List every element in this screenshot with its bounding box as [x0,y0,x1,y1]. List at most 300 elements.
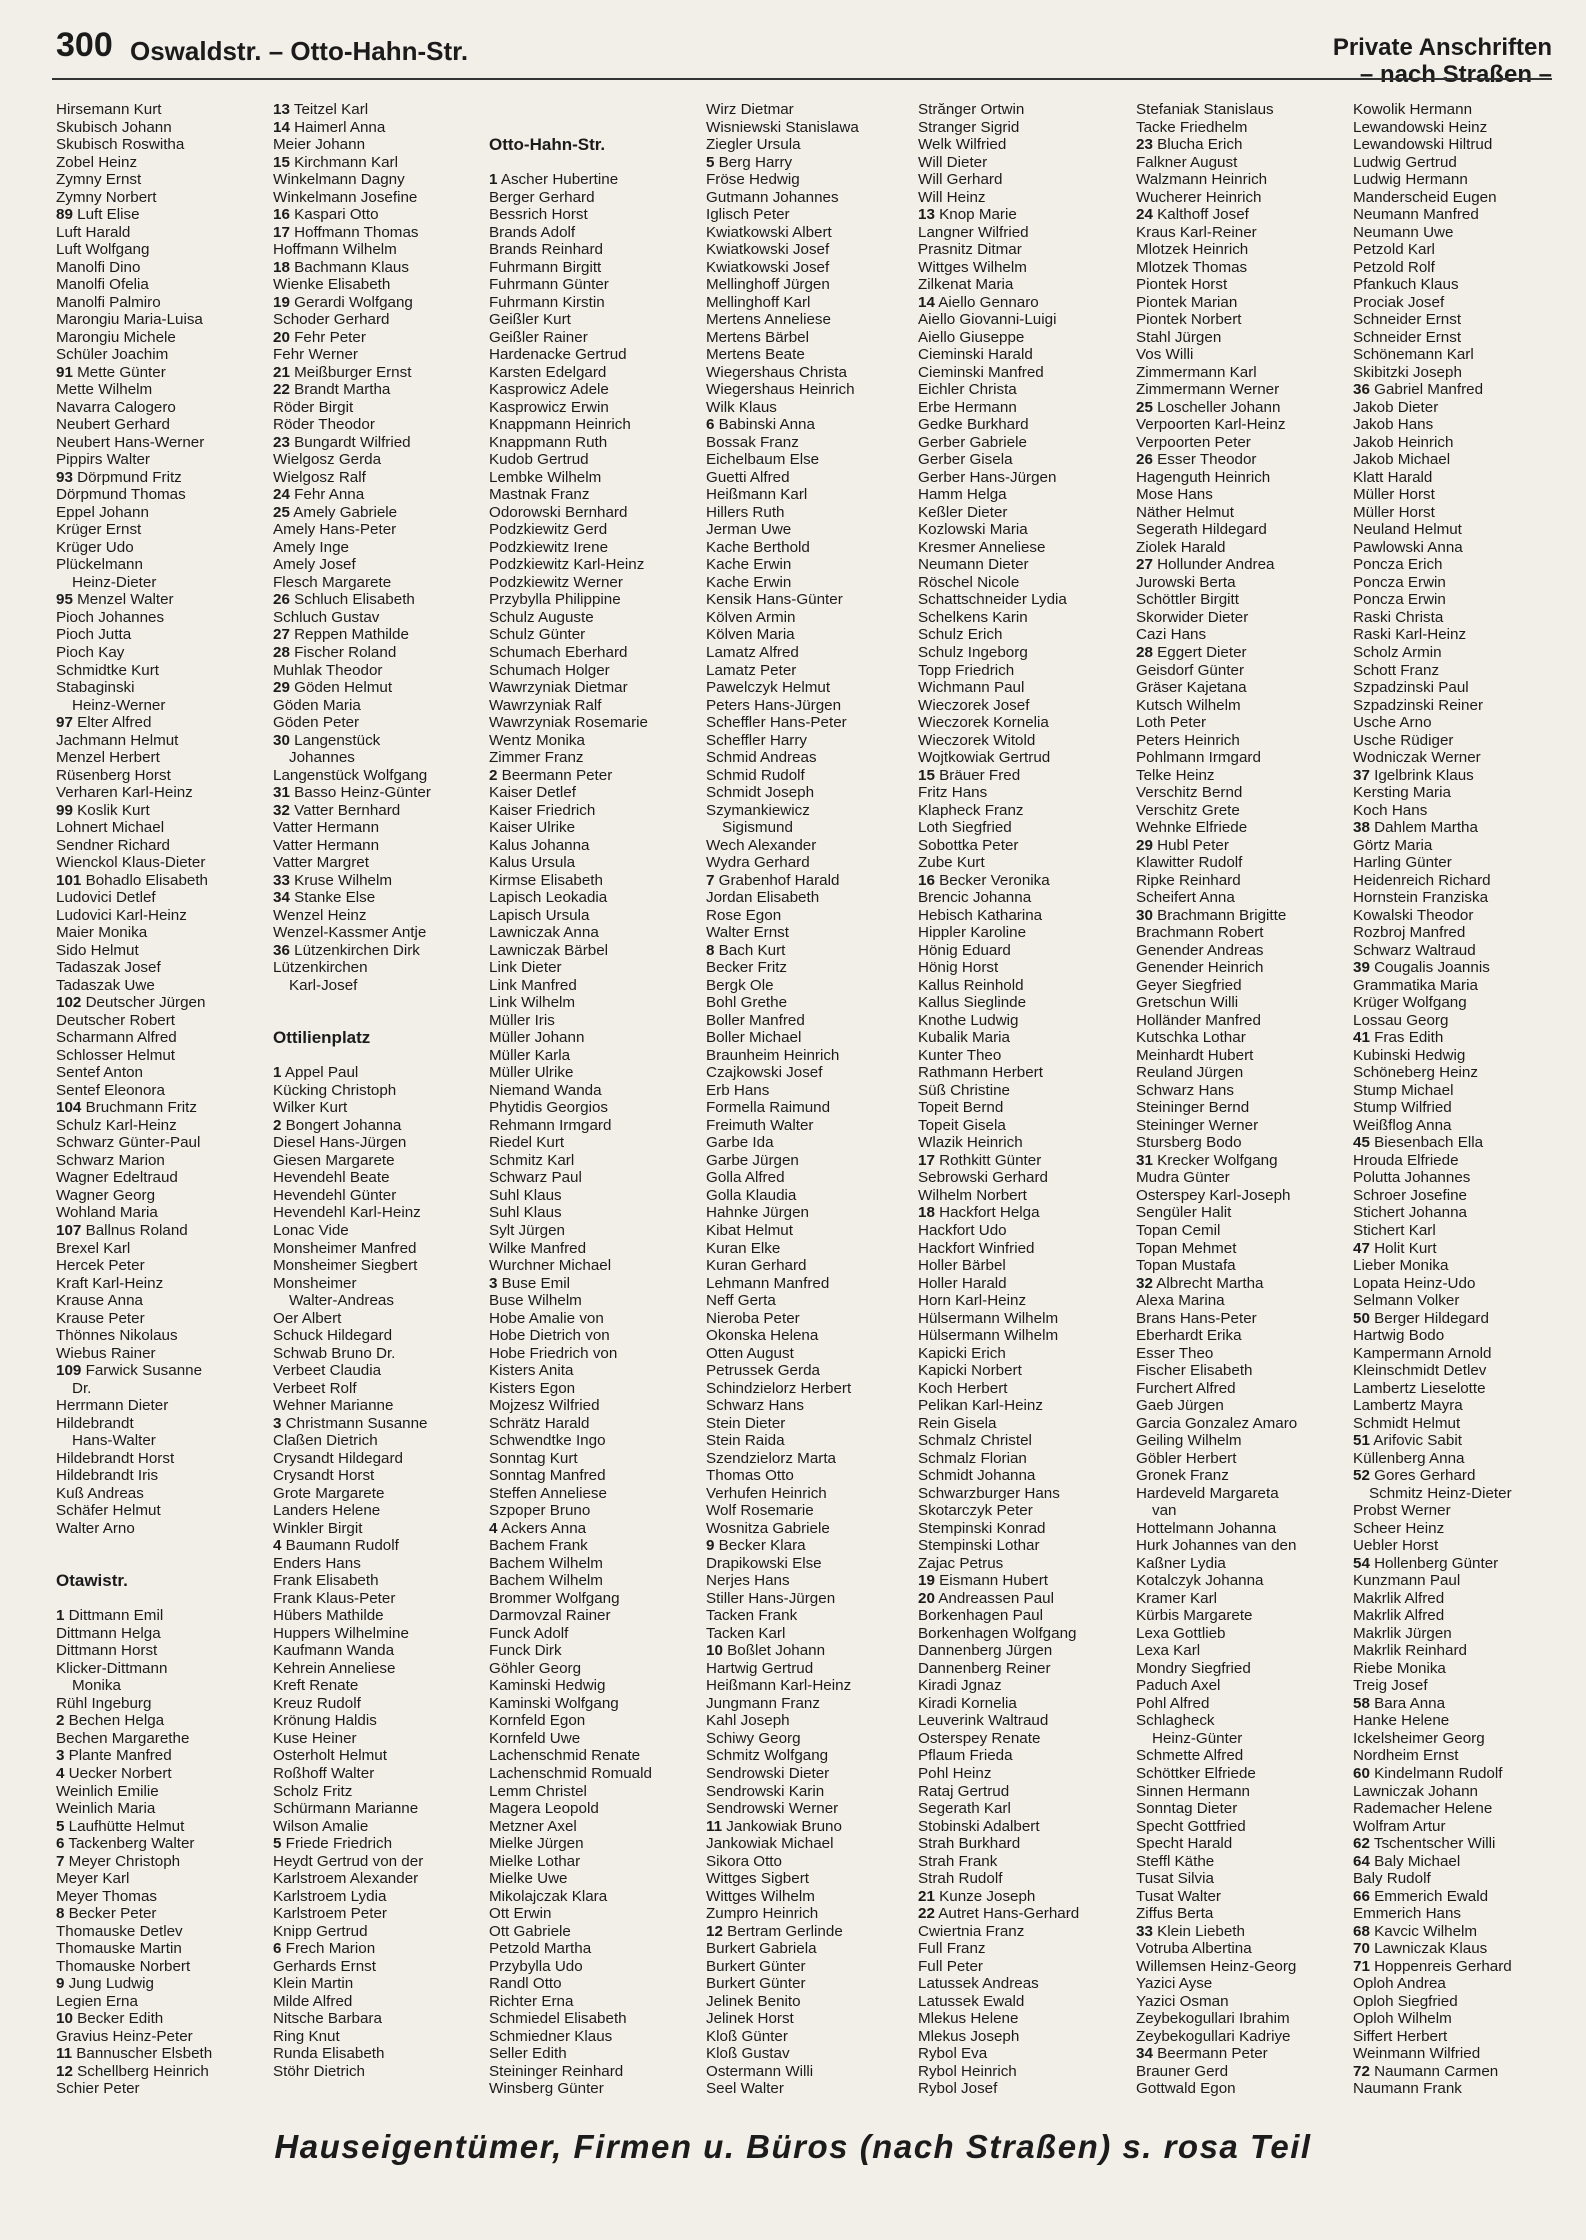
resident-entry: Cazi Hans [1136,626,1207,644]
resident-entry: Meinhardt Hubert [1136,1046,1254,1064]
resident-entry: Borkenhagen Wolfgang [918,1624,1077,1642]
house-number: 4 [56,1764,65,1782]
house-number: 95 [56,591,73,609]
resident-entry: Schiwy Georg [706,1729,801,1747]
resident-entry: Landers Helene [273,1502,381,1520]
resident-entry: Amely Inge [273,538,349,556]
resident-entry: Dannenberg Reiner [918,1659,1051,1677]
resident-entry: Zilkenat Maria [918,276,1014,294]
resident-entry: Holler Bärbel [918,1257,1006,1275]
resident-entry: Schumach Holger [489,661,610,679]
resident-entry: Steffen Anneliese [489,1484,607,1502]
resident-entry: Jankowiak Michael [706,1835,834,1853]
resident-entry: Podzkiewitz Karl-Heinz [489,556,645,574]
resident-entry: Luft Harald [56,223,131,241]
resident-entry: 54 Hollenberg Günter [1353,1554,1499,1572]
resident-entry-continued: Johannes [289,749,355,767]
resident-entry: Kraus Karl-Reiner [1136,223,1257,241]
resident-entry: Marongiu Michele [56,328,176,346]
resident-entry: 62 Tschentscher Willi [1353,1835,1496,1853]
house-number: 33 [1136,1922,1153,1940]
resident-entry-continued: Monika [72,1677,121,1695]
resident-entry: Kloß Günter [706,2027,788,2045]
resident-entry: Szpoper Bruno [489,1502,591,1520]
resident-entry: Enders Hans [273,1554,361,1572]
resident-entry: Pioch Kay [56,643,125,661]
resident-entry: Harling Günter [1353,854,1452,872]
resident-entry: Lützenkirchen [273,959,368,977]
resident-entry: Schumach Eberhard [489,643,628,661]
resident-entry: Bohl Grethe [706,994,788,1012]
resident-entry: Frank Elisabeth [273,1572,379,1590]
resident-entry: Oploh Andrea [1353,1975,1446,1993]
resident-entry: Hülsermann Wilhelm [918,1327,1059,1345]
resident-entry: Kirmse Elisabeth [489,871,603,889]
resident-entry: Rehmann Irmgard [489,1116,612,1134]
resident-entry: Ludovici Karl-Heinz [56,906,187,924]
resident-entry: 99 Koslik Kurt [56,801,150,819]
resident-entry: Wawrzyniak Dietmar [489,679,628,697]
resident-entry: Schindzielorz Herbert [706,1379,852,1397]
resident-entry: Stranger Sigrid [918,118,1020,136]
resident-entry: Ludovici Detlef [56,889,156,907]
resident-entry: Lembke Wilhelm [489,468,602,486]
resident-entry: Wieczorek Josef [918,696,1030,714]
resident-entry: Kuß Andreas [56,1484,144,1502]
house-number: 19 [918,1572,935,1590]
resident-entry: Kallus Reinhold [918,976,1024,994]
resident-entry: Kowalski Theodor [1353,906,1474,924]
resident-entry: Zeybekogullari Ibrahim [1136,2010,1290,2028]
house-number: 27 [1136,556,1153,574]
resident-entry: Raski Christa [1353,608,1444,626]
resident-entry: Poncza Erwin [1353,573,1446,591]
resident-entry: Lawniczak Johann [1353,1782,1478,1800]
resident-entry: Rybol Heinrich [918,2062,1017,2080]
resident-entry: Becker Fritz [706,959,788,977]
house-number: 5 [56,1817,65,1835]
resident-entry: 30 Langenstück [273,731,381,749]
house-number: 62 [1353,1835,1370,1853]
resident-entry: Ripke Reinhard [1136,871,1241,889]
spacer [56,1537,264,1555]
resident-entry: 10 Boßlet Johann [706,1642,826,1660]
resident-entry: Kaßner Lydia [1136,1554,1226,1572]
resident-entry: Skubisch Roswitha [56,136,185,154]
resident-entry: Erbe Hermann [918,398,1017,416]
resident-entry: Borkenhagen Paul [918,1607,1043,1625]
resident-entry: Wehnke Elfriede [1136,819,1248,837]
resident-entry: Schmid Andreas [706,749,817,767]
resident-entry: Topeit Gisela [918,1116,1006,1134]
resident-entry: Metzner Axel [489,1817,577,1835]
resident-entry: Klapheck Franz [918,801,1024,819]
resident-entry: Gutmann Johannes [706,188,839,206]
resident-entry: 10 Becker Edith [56,2010,164,2028]
resident-entry: Yazici Ayse [1136,1975,1213,1993]
house-number: 14 [918,293,935,311]
resident-entry: Karlstroem Lydia [273,1887,387,1905]
resident-entry: Schneider Ernst [1353,311,1462,329]
resident-entry: Stump Michael [1353,1081,1454,1099]
resident-entry: Hobe Amalie von [489,1309,604,1327]
house-number: 93 [56,468,73,486]
resident-entry: Kersting Maria [1353,784,1451,802]
listing-column-6 [1136,101,1344,2098]
resident-entry: Verschitz Bernd [1136,784,1243,802]
resident-entry: Yazici Osman [1136,1992,1229,2010]
resident-entry: Stabaginski [56,679,135,697]
resident-entry-continued: Heinz-Günter [1152,1729,1243,1747]
house-number: 97 [56,714,73,732]
resident-entry: 89 Luft Elise [56,206,140,224]
resident-entry: Mojzesz Wilfried [489,1397,600,1415]
resident-entry: Brexel Karl [56,1239,131,1257]
resident-entry-continued: Dr. [72,1379,92,1397]
resident-entry: Wilker Kurt [273,1099,348,1117]
resident-entry: 30 Brachmann Brigitte [1136,906,1287,924]
resident-entry: Zajac Petrus [918,1554,1004,1572]
resident-entry: Verpoorten Karl-Heinz [1136,416,1286,434]
resident-entry: Oer Albert [273,1309,342,1327]
resident-entry: 33 Kruse Wilhelm [273,871,393,889]
resident-entry: Wisniewski Stanislawa [706,118,859,136]
resident-entry: Dittmann Helga [56,1624,161,1642]
resident-entry: Wydra Gerhard [706,854,810,872]
resident-entry: Muhlak Theodor [273,661,383,679]
resident-entry: Wentz Monika [489,731,585,749]
resident-entry: Sentef Anton [56,1064,143,1082]
house-number: 104 [56,1099,82,1117]
resident-entry: Hillers Ruth [706,503,785,521]
resident-entry: Sebrowski Gerhard [918,1169,1048,1187]
resident-entry: 26 Esser Theodor [1136,451,1257,469]
resident-entry: Randl Otto [489,1975,562,1993]
resident-entry: Nitsche Barbara [273,2010,382,2028]
resident-entry: Golla Klaudia [706,1186,797,1204]
resident-entry: Hackfort Winfried [918,1239,1035,1257]
resident-entry: Scholz Armin [1353,643,1442,661]
resident-entry: Wawrzyniak Ralf [489,696,602,714]
resident-entry: Kaiser Ulrike [489,819,576,837]
resident-entry: Hardenacke Gertrud [489,346,627,364]
resident-entry: 64 Baly Michael [1353,1852,1461,1870]
resident-entry: Usche Arno [1353,714,1432,732]
resident-entry: Heidenreich Richard [1353,871,1491,889]
resident-entry: Kubalik Maria [918,1029,1011,1047]
resident-entry: Kaminski Hedwig [489,1677,606,1695]
resident-entry: Sendrowski Werner [706,1800,839,1818]
resident-entry: Mondry Siegfried [1136,1659,1251,1677]
resident-entry: Deutscher Robert [56,1011,176,1029]
resident-entry: Ring Knut [273,2027,340,2045]
resident-entry: Mose Hans [1136,486,1213,504]
resident-entry: Topan Cemil [1136,1222,1221,1239]
resident-entry: Berger Gerhard [489,188,595,206]
resident-entry: 51 Arifovic Sabit [1353,1432,1462,1450]
spacer [489,119,697,137]
resident-entry: Baly Rudolf [1353,1870,1431,1888]
resident-entry: Hildebrandt Iris [56,1467,159,1485]
resident-entry: Marongiu Maria-Luisa [56,311,203,329]
resident-entry: Garbe Jürgen [706,1151,799,1169]
resident-entry: Weinmann Wilfried [1353,2045,1481,2063]
resident-entry: Schoder Gerhard [273,311,390,329]
resident-entry: Poncza Erich [1353,556,1443,574]
listing-column-4 [706,101,914,2098]
resident-entry: Link Wilhelm [489,994,576,1012]
resident-entry: Lamatz Peter [706,661,797,679]
resident-entry: Esser Theo [1136,1344,1214,1362]
resident-entry: Hanke Helene [1353,1712,1450,1730]
resident-entry: Jelinek Benito [706,1992,801,2010]
resident-entry: Neubert Gerhard [56,416,170,434]
resident-entry: Polutta Johannes [1353,1169,1471,1187]
resident-entry: Kotalczyk Johanna [1136,1572,1264,1590]
resident-entry: Schulz Günter [489,626,586,644]
resident-entry: Lemm Christel [489,1782,587,1800]
resident-entry: Fuhrmann Birgitt [489,258,602,276]
resident-entry: 34 Stanke Else [273,889,376,907]
resident-entry: Kwiatkowski Albert [706,223,832,241]
resident-entry: 52 Gores Gerhard [1353,1467,1476,1485]
house-number: 3 [489,1274,498,1292]
resident-entry: Siffert Herbert [1353,2027,1448,2045]
resident-entry: Kalus Ursula [489,854,576,872]
resident-entry: Meyer Thomas [56,1887,158,1905]
resident-entry: Schroer Josefine [1353,1186,1467,1204]
resident-entry-continued: Hans-Walter [72,1432,156,1450]
resident-entry: Hottelmann Johanna [1136,1519,1277,1537]
resident-entry: 25 Amely Gabriele [273,503,398,521]
resident-entry: Weinlich Emilie [56,1782,159,1800]
resident-entry: Will Gerhard [918,171,1003,189]
resident-entry: Stefaniak Stanislaus [1136,101,1274,118]
resident-entry: Karlstroem Alexander [273,1870,419,1888]
resident-entry: Mertens Beate [706,346,805,364]
resident-entry: Boller Michael [706,1029,802,1047]
resident-entry: Lexa Gottlieb [1136,1624,1226,1642]
resident-entry: 5 Laufhütte Helmut [56,1817,185,1835]
resident-entry: Strănger Ortwin [918,101,1025,118]
resident-entry: Zumpro Heinrich [706,1905,819,1923]
resident-entry: Ickelsheimer Georg [1353,1729,1485,1747]
resident-entry: Scheifert Anna [1136,889,1235,907]
resident-entry: 34 Beermann Peter [1136,2045,1268,2063]
resident-entry: Kowolik Hermann [1353,101,1473,118]
house-number: 14 [273,118,290,136]
resident-entry: Loth Peter [1136,714,1207,732]
resident-entry: Przybylla Udo [489,1957,583,1975]
resident-entry: Bachem Wilhelm [489,1572,603,1590]
resident-entry: Sikora Otto [706,1852,782,1870]
resident-entry: Lawniczak Bärbel [489,941,609,959]
resident-entry: 21 Meißburger Ernst [273,363,412,381]
resident-entry: Brachmann Robert [1136,924,1264,942]
house-number: 4 [489,1519,498,1537]
resident-entry: Brands Adolf [489,223,576,241]
resident-entry: Pawelczyk Helmut [706,679,831,697]
house-number: 25 [273,503,290,521]
resident-entry: Reuland Jürgen [1136,1064,1244,1082]
resident-entry: Osterholt Helmut [273,1747,387,1765]
resident-entry: 11 Bannuscher Elsbeth [56,2045,213,2063]
resident-entry: Schmiedel Elisabeth [489,2010,627,2028]
resident-entry: Süß Christine [918,1081,1011,1099]
resident-entry: 2 Bechen Helga [56,1712,165,1730]
resident-entry: Amely Hans-Peter [273,521,397,539]
resident-entry: Makrlik Alfred [1353,1589,1445,1607]
resident-entry: Rybol Josef [918,2080,998,2098]
resident-entry: Rozbroj Manfred [1353,924,1466,942]
resident-entry: Röder Birgit [273,398,354,416]
resident-entry: Lamatz Alfred [706,643,799,661]
resident-entry: Schulz Auguste [489,608,594,626]
resident-entry: 102 Deutscher Jürgen [56,994,206,1012]
resident-entry: Schmitz Karl [489,1151,575,1169]
resident-entry: 66 Emmerich Ewald [1353,1887,1489,1905]
resident-entry: Specht Harald [1136,1835,1233,1853]
resident-entry: Hevendehl Beate [273,1169,390,1187]
resident-entry: Mudra Günter [1136,1169,1230,1187]
resident-entry: Braunheim Heinrich [706,1046,840,1064]
resident-entry: Hevendehl Günter [273,1186,397,1204]
resident-entry: Steininger Bernd [1136,1099,1250,1117]
resident-entry: 13 Teitzel Karl [273,101,369,118]
resident-entry: Kürbis Margarete [1136,1607,1253,1625]
resident-entry: Brans Hans-Peter [1136,1309,1257,1327]
house-number: 1 [489,171,498,189]
resident-entry: Suhl Klaus [489,1204,562,1222]
resident-entry: Jakob Dieter [1353,398,1439,416]
resident-entry: Zeybekogullari Kadriye [1136,2027,1291,2045]
resident-entry-continued: Heinz-Werner [72,696,166,714]
resident-entry: Pioch Johannes [56,608,165,626]
house-number: 32 [1136,1274,1153,1292]
resident-entry: Rathmann Herbert [918,1064,1043,1082]
house-number: 15 [273,153,290,171]
resident-entry: Hönig Horst [918,959,999,977]
resident-entry: Diesel Hans-Jürgen [273,1134,407,1152]
resident-entry: Brands Reinhard [489,241,603,259]
resident-entry: Drapikowski Else [706,1554,822,1572]
resident-entry: 58 Bara Anna [1353,1694,1446,1712]
resident-entry: Ziegler Ursula [706,136,801,154]
resident-entry: Langner Wilfried [918,223,1029,241]
house-number: 2 [56,1712,65,1730]
resident-entry: Schlagheck [1136,1712,1215,1730]
street-heading: Otawistr. [56,1571,128,1591]
resident-entry: Manolfi Palmiro [56,293,161,311]
resident-entry: Furchert Alfred [1136,1379,1236,1397]
page-header [0,0,1586,88]
resident-entry: 26 Schluch Elisabeth [273,591,415,609]
resident-entry: Klein Martin [273,1975,354,1993]
house-number: 9 [56,1975,65,1993]
resident-entry: 37 Igelbrink Klaus [1353,766,1474,784]
resident-entry: Kisters Egon [489,1379,576,1397]
resident-entry: Kornfeld Egon [489,1712,586,1730]
resident-entry: Hackfort Udo [918,1222,1007,1239]
resident-entry: Wosnitza Gabriele [706,1519,830,1537]
resident-entry: Heißmann Karl [706,486,808,504]
resident-entry: Neff Gerta [706,1292,776,1310]
house-number: 27 [273,626,290,644]
resident-entry: Manderscheid Eugen [1353,188,1497,206]
resident-entry: Lopata Heinz-Udo [1353,1274,1476,1292]
resident-entry: Göhler Georg [489,1659,582,1677]
resident-entry: Thönnes Nikolaus [56,1327,178,1345]
house-number: 38 [1353,819,1370,837]
resident-entry: Hildebrandt Horst [56,1449,175,1467]
resident-entry: Karsten Edelgard [489,363,607,381]
resident-entry: Weinlich Maria [56,1800,156,1818]
resident-entry: Rybol Eva [918,2045,988,2063]
resident-entry: Eppel Johann [56,503,149,521]
house-number: 3 [56,1747,65,1765]
resident-entry: Golla Alfred [706,1169,785,1187]
house-number: 10 [706,1642,723,1660]
house-number: 28 [1136,643,1153,661]
resident-entry: Uebler Horst [1353,1537,1439,1555]
resident-entry: 5 Berg Harry [706,153,793,171]
resident-entry: Mlotzek Thomas [1136,258,1248,276]
resident-entry: Rademacher Helene [1353,1800,1493,1818]
resident-entry: Mielke Jürgen [489,1835,584,1853]
resident-entry: 16 Becker Veronika [918,871,1050,889]
resident-entry: Genender Heinrich [1136,959,1264,977]
resident-entry: 71 Hoppenreis Gerhard [1353,1957,1512,1975]
resident-entry: Pohl Heinz [918,1764,992,1782]
resident-entry: Wolfram Artur [1353,1817,1446,1835]
resident-entry: Wiegershaus Heinrich [706,381,855,399]
house-number: 68 [1353,1922,1370,1940]
resident-entry: Sobottka Peter [918,836,1019,854]
resident-entry: 107 Ballnus Roland [56,1222,188,1239]
resident-entry: Lexa Karl [1136,1642,1201,1660]
house-number: 10 [56,2010,73,2028]
resident-entry: Treig Josef [1353,1677,1428,1695]
resident-entry: Schmidt Joseph [706,784,815,802]
resident-entry: Lapisch Ursula [489,906,590,924]
resident-entry: Cieminski Manfred [918,363,1044,381]
resident-entry: Kutsch Wilhelm [1136,696,1241,714]
resident-entry: Pioch Jutta [56,626,132,644]
resident-entry: Hobe Friedrich von [489,1344,618,1362]
resident-entry: Schwarz Hans [1136,1081,1234,1099]
resident-entry: Heißmann Karl-Heinz [706,1677,852,1695]
resident-entry: Oploh Wilhelm [1353,2010,1452,2028]
resident-entry: 29 Göden Helmut [273,679,393,697]
resident-entry: Krönung Haldis [273,1712,377,1730]
house-number: 20 [273,328,290,346]
resident-entry: Ostermann Willi [706,2062,814,2080]
house-number: 31 [273,784,290,802]
resident-entry: Dörpmund Thomas [56,486,186,504]
resident-entry: Müller Horst [1353,503,1435,521]
section-title-line2: – nach Straßen – [1359,61,1552,88]
resident-entry: Hurk Johannes van den [1136,1537,1297,1555]
resident-entry: Wilke Manfred [489,1239,587,1257]
resident-entry: 3 Buse Emil [489,1274,571,1292]
resident-entry: 6 Frech Marion [273,1940,376,1958]
resident-entry: Röder Theodor [273,416,375,434]
resident-entry: Full Peter [918,1957,983,1975]
listing-column-3 [489,101,697,2098]
resident-entry: Fischer Elisabeth [1136,1362,1253,1380]
resident-entry: Schwarz Waltraud [1353,941,1476,959]
house-number: 32 [273,801,290,819]
